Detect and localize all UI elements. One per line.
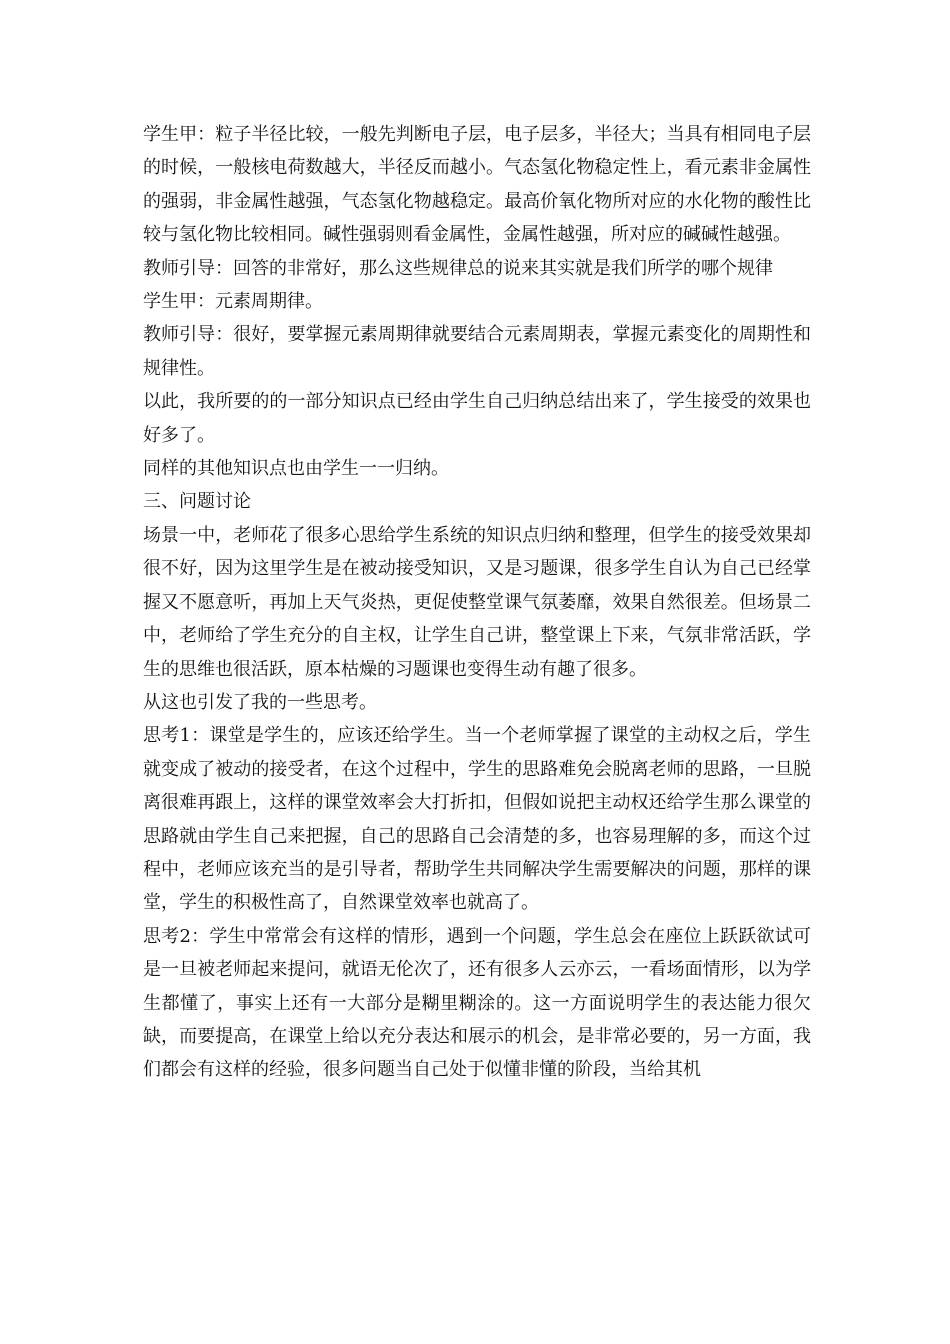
paragraph-reflection-1: 思考1：课堂是学生的，应该还给学生。当一个老师掌握了课堂的主动权之后，学生就变成了被动的接受者，在这个过程中，学生的思路难免会脱离老师的思路，一旦脱离很难再跟上，这样的课堂效率会大打折扣，但假如说把主动权还给学生那么课堂的思路就由学生自己来把握，自己的思路自己会清楚的多，也容易理解的多，而这个过程中，老师应该充当的是引导者，帮助学生共同解决学生需要解决的问题，那样的课堂，学生的积极性高了，自然课堂效率也就高了。 — [143, 725, 811, 914]
paragraph-reflection-2: 思考2：学生中常常会有这样的情形，遇到一个问题，学生总会在座位上跃跃欲试可是一旦被老师起来提问，就语无伦次了，还有很多人云亦云，一看场面情形，以为学生都懂了，事实上还有一大部分是糊里糊涂的。这一方面说明学生的表达能力很欠缺，而要提高，在课堂上给以充分表达和展示的机会，是非常必要的，另一方面，我们都会有这样的经验，很多问题当自己处于似懂非懂的阶段，当给其机 — [143, 925, 811, 1081]
paragraph-scene-comparison: 场景一中，老师花了很多心思给学生系统的知识点归纳和整理，但学生的接受效果却很不好，因为这里学生是在被动接受知识，又是习题课，很多学生自认为自己已经掌握又不愿意听，再加上天气炎热，更促使整堂课气氛萎靡，效果自然很差。但场景二中，老师给了学生充分的自主权，让学生自己讲，整堂课上下来，气氛非常活跃，学生的思维也很活跃，原本枯燥的习题课也变得生动有趣了很多。 — [143, 524, 811, 680]
section-heading-discussion: 三、问题讨论 — [143, 491, 251, 513]
paragraph-reflection-intro: 从这也引发了我的一些思考。 — [143, 691, 377, 713]
document-body — [143, 118, 811, 1087]
paragraph-other-points: 同样的其他知识点也由学生一一归纳。 — [143, 458, 449, 480]
paragraph-teacher-guide-1: 教师引导：回答的非常好，那么这些规律总的说来其实就是我们所学的哪个规律 — [143, 257, 773, 279]
paragraph-teacher-guide-2: 教师引导：很好，要掌握元素周期律就要结合元素周期表，掌握元素变化的周期性和规律性。 — [143, 324, 811, 379]
paragraph-summary-effect: 以此，我所要的的一部分知识点已经由学生自己归纳总结出来了，学生接受的效果也好多了。 — [143, 391, 811, 446]
paragraph-student-answer-periodic-law: 学生甲：元素周期律。 — [143, 291, 323, 313]
paragraph-student-answer-radius: 学生甲：粒子半径比较，一般先判断电子层，电子层多，半径大；当具有相同电子层的时候，一般核电荷数越大，半径反而越小。气态氢化物稳定性上，看元素非金属性的强弱，非金属性越强，气态氢化物越稳定。最高价氧化物所对应的水化物的酸性比较与氢化物比较相同。碱性强弱则看金属性，金属性越强，所对应的碱碱性越强。 — [143, 124, 811, 246]
